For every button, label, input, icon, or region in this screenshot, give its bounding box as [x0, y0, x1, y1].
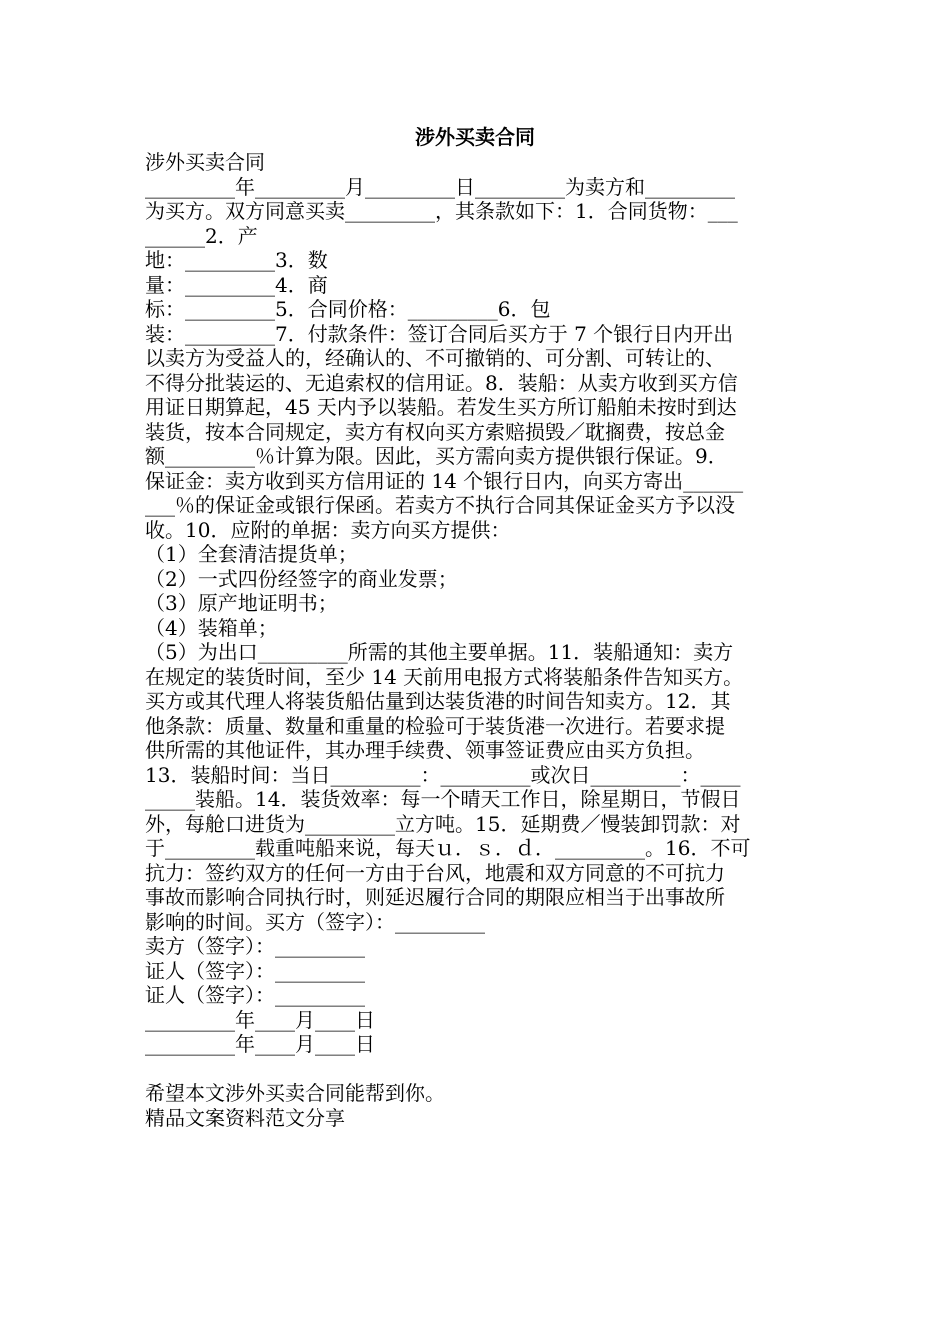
body-line: 于_________载重吨船来说，每天ｕ．ｓ．ｄ．_________。16．不可: [145, 836, 751, 860]
signature-line: 证人（签字）：_________: [145, 983, 365, 1007]
document-list-item: （5）为出口_________所需的其他主要单据。11．装船通知：卖方: [145, 640, 734, 664]
body-line: 13．装船时间：当日_________：_________或次日_________：____: [145, 762, 741, 787]
body-line: 供所需的其他证件，其办理手续费、领事签证费应由买方负担。: [145, 738, 705, 762]
body-line: 保证金：卖方收到买方信用证的 14 个银行日内，向买方寄出______: [145, 468, 744, 493]
document-body: [145, 150, 805, 1130]
date-line: _________年____月____日: [145, 1032, 375, 1056]
body-line: 装货，按本合同规定，卖方有权向买方索赔损毁／耽搁费，按总金: [145, 419, 725, 444]
signature-line: 影响的时间。买方（签字）：_________: [145, 909, 485, 934]
document-list-item: （4）装箱单；: [145, 615, 278, 640]
body-line: ______2．产: [145, 223, 258, 248]
document-list-item: （1）全套清洁提货单；: [145, 542, 358, 566]
blank-spacer: [145, 1057, 805, 1082]
body-line: 额_________％计算为限。因此，买方需向卖方提供银行保证。9．: [145, 444, 728, 468]
body-line: 收。10．应附的单据：卖方向买方提供：: [145, 517, 511, 542]
body-line: 装：_________7．付款条件：签订合同后买方于 7 个银行日内开出: [145, 321, 734, 346]
body-line: _____装船。14．装货效率：每一个晴天工作日，除星期日，节假日: [145, 787, 741, 811]
closing-line: 精品文案资料范文分享: [145, 1105, 345, 1130]
closing-line: 希望本文涉外买卖合同能帮到你。: [145, 1081, 445, 1105]
document-list-item: （2）一式四份经签字的商业发票；: [145, 566, 458, 591]
document-title: 涉外买卖合同: [415, 125, 535, 149]
body-line: _________年_________月_________日_________为卖方和_________: [145, 174, 735, 199]
body-line: 他条款：质量、数量和重量的检验可于装货港一次进行。若要求提: [145, 713, 725, 738]
signature-line: 卖方（签字）：_________: [145, 934, 365, 958]
body-line: 量：_________4．商: [145, 272, 328, 297]
body-line: 外，每舱口进货为_________立方吨。15．延期费／慢装卸罚款：对: [145, 811, 741, 836]
body-line: 不得分批装运的、无追索权的信用证。8．装船：从卖方收到买方信: [145, 370, 738, 395]
document-list-item: （3）原产地证明书；: [145, 591, 338, 615]
body-line: ___％的保证金或银行保函。若卖方不执行合同其保证金买方予以没: [145, 493, 735, 517]
body-line: 事故而影响合同执行时，则延迟履行合同的期限应相当于出事故所: [145, 885, 725, 909]
body-line: 为买方。双方同意买卖_________，其条款如下：1．合同货物：___: [145, 199, 738, 223]
body-line: 买方或其代理人将装货船估量到达装货港的时间告知卖方。12．其: [145, 689, 731, 713]
body-line: 在规定的装货时间，至少 14 天前用电报方式将装船条件告知买方。: [145, 664, 744, 689]
body-line: 地：_________3．数: [145, 248, 328, 272]
signature-line: 证人（签字）：_________: [145, 958, 365, 983]
body-line: 涉外买卖合同: [145, 150, 265, 174]
body-line: 以卖方为受益人的，经确认的、不可撤销的、可分割、可转让的、: [145, 346, 725, 370]
body-line: 标：_________5．合同价格：_________6．包: [145, 297, 551, 321]
date-line: _________年____月____日: [145, 1007, 375, 1032]
body-line: 用证日期算起，45 天内予以装船。若发生买方所订船舶未按时到达: [145, 395, 737, 419]
body-line: 抗力：签约双方的任何一方由于台风，地震和双方同意的不可抗力: [145, 860, 725, 885]
